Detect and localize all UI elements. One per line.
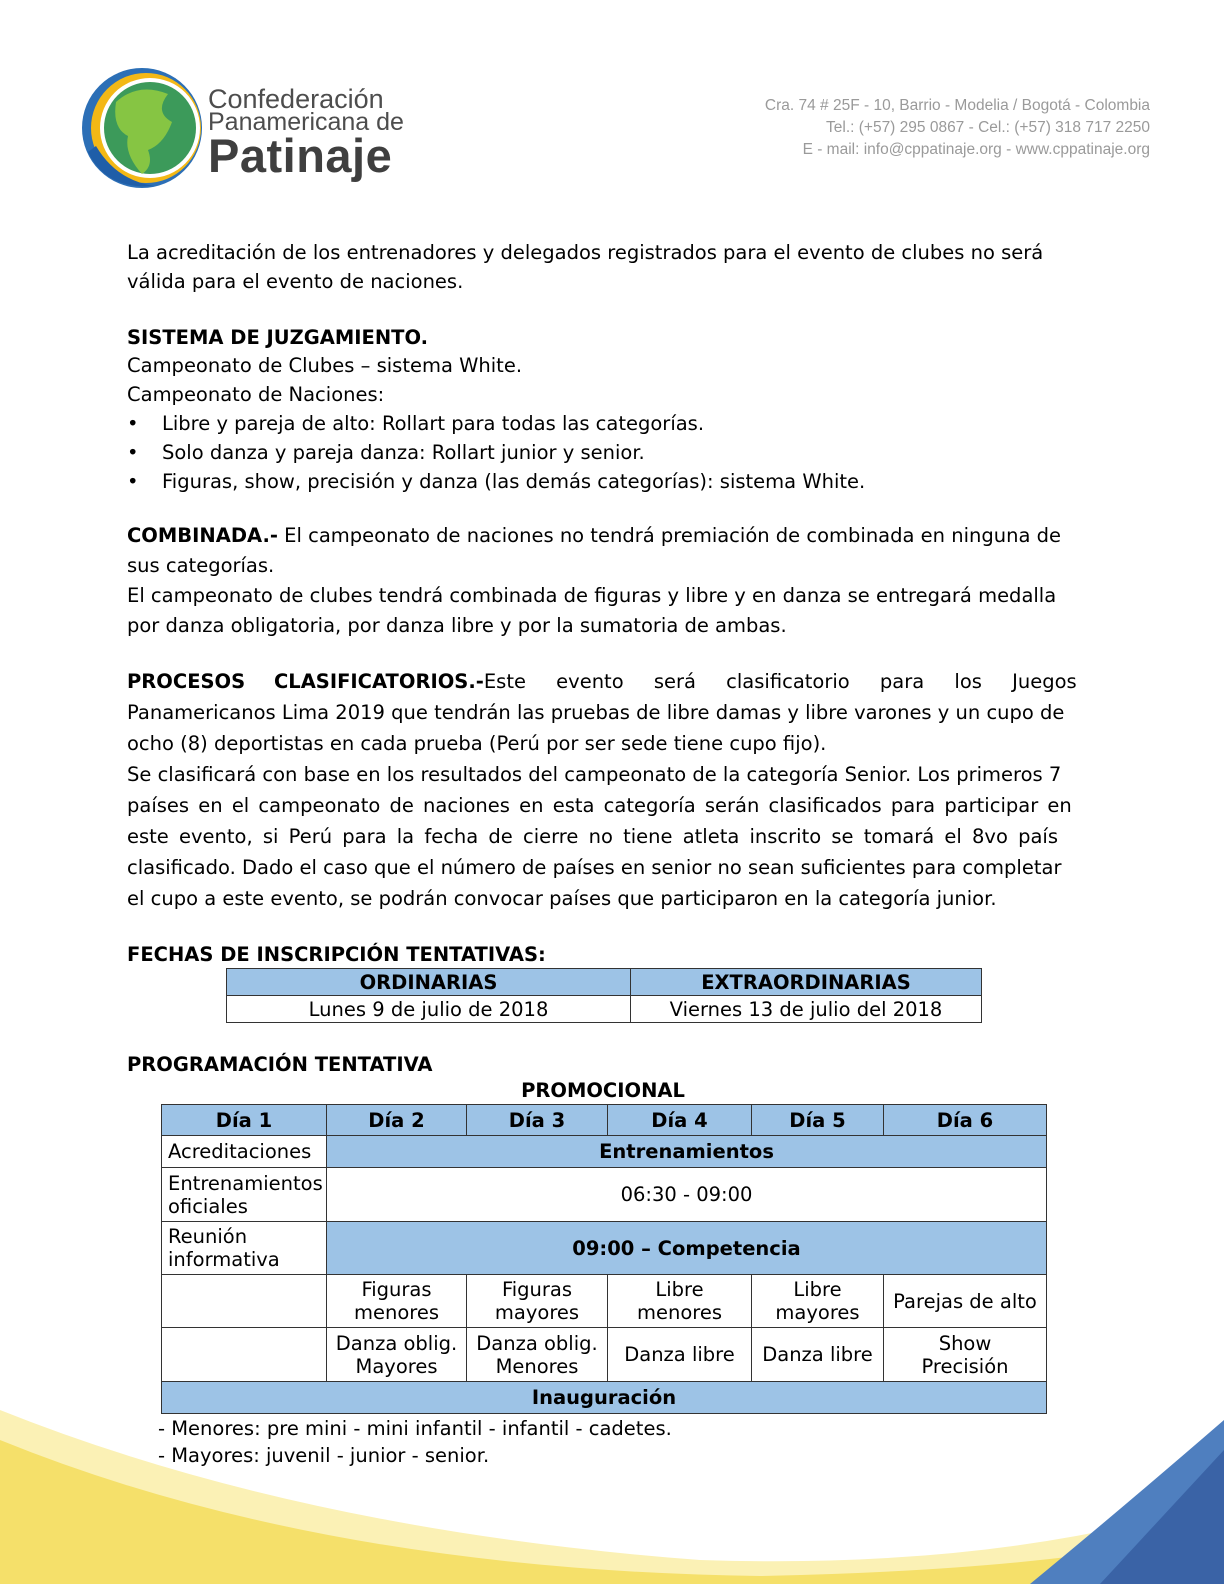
program-table xyxy=(161,1104,1047,1414)
qualifying-p2-line3: este evento, si Perú para la fecha de cierre no tiene atleta inscrito se tomará el 8vo país xyxy=(127,825,1058,848)
qualifying-p1-line2: Panamericanos Lima 2019 que tendrán las pruebas de libre damas y libre varones y un cupo de xyxy=(127,701,1065,724)
event-line: Danza oblig. xyxy=(476,1331,598,1355)
row-meeting xyxy=(162,1222,327,1275)
registration-table xyxy=(226,968,982,1023)
judging-title: SISTEMA DE JUZGAMIENTO. xyxy=(127,326,429,349)
event-cell xyxy=(327,1275,467,1328)
contact-address: Cra. 74 # 25F - 10, Barrio - Modelia / Bogotá - Colombia xyxy=(764,97,1150,114)
bullet-icon: • xyxy=(127,441,139,464)
row-meeting-line2: informativa xyxy=(168,1248,280,1271)
program-subtitle: PROMOCIONAL xyxy=(521,1079,685,1102)
event-cell xyxy=(467,1275,608,1328)
judging-bullet-1: Libre y pareja de alto: Rollart para todas las categorías. xyxy=(162,412,705,435)
day-5: Día 5 xyxy=(752,1105,884,1136)
org-name-line1: Confederación xyxy=(208,84,384,114)
day-6: Día 6 xyxy=(884,1105,1047,1136)
event-cell xyxy=(327,1328,467,1382)
day-2: Día 2 xyxy=(327,1105,467,1136)
event-cell xyxy=(467,1328,608,1382)
event-line: Show xyxy=(938,1331,992,1355)
row-official-line2: oficiales xyxy=(168,1194,248,1218)
event-line: Danza oblig. xyxy=(335,1331,458,1355)
intro-line2: válida para el evento de naciones. xyxy=(127,270,464,293)
event-line: Mayores xyxy=(355,1354,438,1378)
event-line: Danza libre xyxy=(762,1343,873,1366)
qualifying-p2-line2: países en el campeonato de naciones en esta categoría serán clasificados para participar en xyxy=(127,794,1072,817)
bullet-icon: • xyxy=(127,470,139,493)
event-line: menores xyxy=(636,1301,723,1324)
event-cell xyxy=(884,1275,1047,1328)
event-line: Precisión xyxy=(921,1354,1009,1378)
trainings-cell: Entrenamientos xyxy=(327,1136,1047,1168)
event-line: mayores xyxy=(494,1301,580,1324)
official-time-cell: 06:30 - 09:00 xyxy=(327,1168,1047,1222)
row-official-line1: Entrenamientos xyxy=(168,1171,323,1195)
qualifying-p1-line3: ocho (8) deportistas en cada prueba (Perú por ser sede tiene cupo fijo). xyxy=(127,732,827,755)
event-line: Libre xyxy=(793,1278,842,1301)
event-cell xyxy=(608,1275,752,1328)
qualifying-p2-line1: Se clasificará con base en los resultados del campeonato de la categoría Senior. Los primeros 7 xyxy=(127,763,1062,786)
combined-line3: El campeonato de clubes tendrá combinada de figuras y libre y en danza se entregará medalla xyxy=(127,584,1057,607)
day-4: Día 4 xyxy=(608,1105,752,1136)
combined-line1 xyxy=(127,521,1061,550)
event-cell xyxy=(884,1328,1047,1382)
day-1: Día 1 xyxy=(162,1105,327,1136)
opening-cell: Inauguración xyxy=(162,1382,1047,1414)
program-title: PROGRAMACIÓN TENTATIVA xyxy=(127,1053,433,1076)
event-line: Figuras xyxy=(361,1278,432,1301)
qualifying-title: PROCESOS CLASIFICATORIOS.- xyxy=(127,670,484,693)
events-row1-empty xyxy=(162,1275,327,1328)
combined-text1a: El campeonato de naciones no tendrá premiación de combinada en ninguna de xyxy=(277,524,1061,547)
qualifying-line1 xyxy=(127,667,1077,696)
qualifying-p2-line5: el cupo a este evento, se podrán convocar países que participaron en la categoría junior. xyxy=(127,887,997,910)
judging-bullet-3: Figuras, show, precisión y danza (las demás categorías): sistema White. xyxy=(162,470,866,493)
competition-cell: 09:00 – Competencia xyxy=(327,1222,1047,1275)
registration-title: FECHAS DE INSCRIPCIÓN TENTATIVAS: xyxy=(127,943,546,966)
combined-title: COMBINADA.- xyxy=(127,524,278,547)
event-line: menores xyxy=(353,1301,440,1324)
contact-phones: Tel.: (+57) 295 0867 - Cel.: (+57) 318 717 2250 xyxy=(826,119,1150,136)
row-official-trainings xyxy=(162,1168,327,1222)
bullet-icon: • xyxy=(127,412,139,435)
combined-line2: sus categorías. xyxy=(127,554,275,577)
col-extraordinary: EXTRAORDINARIAS xyxy=(631,969,982,996)
federation-logo xyxy=(76,62,206,194)
org-name-line3: Patinaje xyxy=(208,129,393,182)
combined-line4: por danza obligatoria, por danza libre y por la sumatoria de ambas. xyxy=(127,614,787,637)
date-extraordinary: Viernes 13 de julio del 2018 xyxy=(631,996,982,1023)
event-cell xyxy=(752,1328,884,1382)
judging-clubs: Campeonato de Clubes – sistema White. xyxy=(127,354,523,377)
note-majors: - Mayores: juvenil - junior - senior. xyxy=(158,1444,490,1467)
event-line: Parejas de alto xyxy=(893,1289,1037,1313)
event-line: Danza libre xyxy=(624,1343,735,1366)
judging-nations: Campeonato de Naciones: xyxy=(127,383,385,406)
date-ordinary: Lunes 9 de julio de 2018 xyxy=(227,996,631,1023)
event-cell xyxy=(752,1275,884,1328)
event-line: Menores xyxy=(495,1354,579,1378)
events-row2-empty xyxy=(162,1328,327,1382)
footer-waves xyxy=(0,1380,1224,1584)
contact-email-web: E - mail: info@cppatinaje.org - www.cppatinaje.org xyxy=(802,141,1150,158)
day-3: Día 3 xyxy=(467,1105,608,1136)
qualifying-p1-first: Este evento será clasificatorio para los Juegos xyxy=(483,670,1077,693)
event-line: mayores xyxy=(775,1301,860,1324)
row-accreditation: Acreditaciones xyxy=(162,1136,327,1168)
event-line: Libre xyxy=(655,1278,704,1301)
col-ordinary: ORDINARIAS xyxy=(227,969,631,996)
judging-bullet-2: Solo danza y pareja danza: Rollart junior y senior. xyxy=(162,441,645,464)
intro-line1: La acreditación de los entrenadores y delegados registrados para el evento de clubes no será xyxy=(127,241,1044,264)
event-cell xyxy=(608,1328,752,1382)
event-line: Figuras xyxy=(501,1278,573,1301)
qualifying-p2-line4: clasificado. Dado el caso que el número de países en senior no sean suficientes para completar xyxy=(127,856,1062,879)
org-name-line2: Panamericana de xyxy=(208,108,404,136)
row-meeting-line1: Reunión xyxy=(168,1225,248,1248)
note-minors: - Menores: pre mini - mini infantil - infantil - cadetes. xyxy=(158,1417,672,1440)
